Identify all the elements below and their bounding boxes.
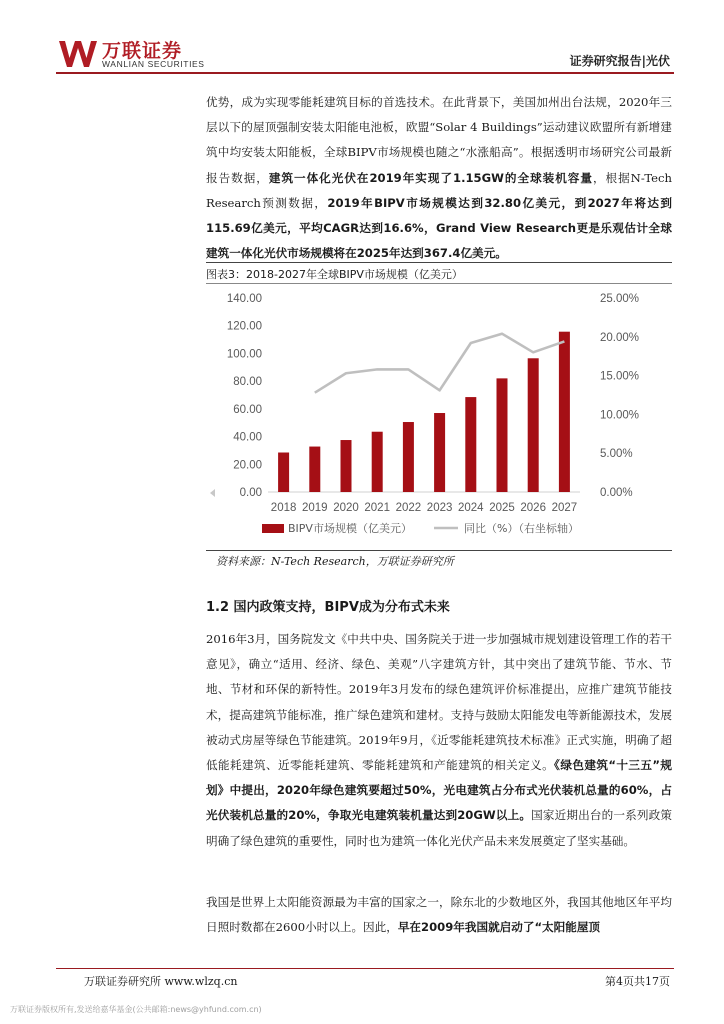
- x-axis-tick-label: 2025: [489, 502, 515, 514]
- footer-divider: [56, 968, 674, 969]
- bar-2022: [403, 422, 414, 492]
- x-axis-tick-label: 2024: [458, 502, 484, 514]
- bar-2019: [309, 447, 320, 492]
- right-axis-tick-label: 25.00%: [600, 293, 640, 305]
- bar-2027: [559, 332, 570, 492]
- bipv-market-chart: [206, 286, 672, 548]
- body-text: 我国是世界上太阳能资源最为丰富的国家之一，除东北的少数地区外，我国其他地区年平均日照时数都在2600小时以上。因此，: [206, 895, 672, 935]
- x-axis-tick-label: 2019: [302, 502, 328, 514]
- left-arrow-icon: [210, 489, 215, 497]
- section-heading: 1.2 国内政策支持，BIPV成为分布式未来: [206, 600, 450, 615]
- bar-2023: [434, 413, 445, 492]
- report-category-label: 证券研究报告|光伏: [569, 54, 670, 68]
- legend-bar-label: BIPV市场规模（亿美元）: [288, 522, 412, 535]
- x-axis-tick-label: 2020: [333, 502, 359, 514]
- body-text: 国家近期出台的一系列政策明确了绿色建筑的重要性，同时也为建筑一体化光伏产品未来发展奠定了坚实基础。: [206, 808, 672, 848]
- figure-title: 图表3：2018-2027年全球BIPV市场规模（亿美元）: [206, 268, 463, 281]
- legend-bar-swatch: [262, 524, 284, 533]
- right-axis-tick-label: 10.00%: [600, 409, 640, 422]
- figure-source: 资料来源：N-Tech Research，万联证券研究所: [216, 555, 454, 568]
- emphasis-text: 2019年BIPV市场规模达到32.80亿美元，到2027年将达到115.69亿美元，平均CAGR达到16.6%，Grand View Research更是乐观估计全球建筑一体化光伏市场规模将在2025年达到367.4亿美元。: [206, 195, 672, 261]
- paragraph-solar-resources: [206, 890, 672, 940]
- page-number: 第4页共17页: [605, 975, 670, 988]
- footer-website: 万联证券研究所 www.wlzq.cn: [84, 975, 238, 988]
- left-axis-tick-label: 100.00: [226, 348, 262, 361]
- x-axis-tick-label: 2027: [551, 502, 578, 514]
- yoy-growth-line: [315, 334, 565, 393]
- logo-english-name: WANLIAN SECURITIES: [102, 59, 205, 69]
- right-axis-tick-label: 5.00%: [600, 448, 633, 461]
- bar-2025: [497, 378, 508, 492]
- left-axis-tick-label: 60.00: [233, 403, 262, 416]
- x-axis-tick-label: 2022: [395, 502, 422, 514]
- emphasis-text: 早在2009年我国就启动了“太阳能屋顶: [397, 920, 601, 935]
- body-text: 优势，成为实现零能耗建筑目标的首选技术。在此背景下，美国加州出台法规，2020年三层以下的屋顶强制安装太阳能电池板，欧盟“Solar 4 Buildings”运动建议欧盟所有新增建筑中均安装太阳能板，全球BIPV市场规模也随之“水涨船高”。根据透明市场研究公司最新报告数据，: [206, 95, 672, 185]
- figure-top-rule: [206, 262, 672, 263]
- bar-2021: [372, 432, 383, 492]
- left-axis-tick-label: 20.00: [233, 459, 262, 472]
- paragraph-bipv-market: [206, 90, 672, 266]
- bar-2026: [528, 358, 539, 492]
- logo-chinese-name: 万联证券: [102, 40, 183, 62]
- right-axis-tick-label: 15.00%: [600, 370, 640, 383]
- x-axis-tick-label: 2026: [520, 502, 546, 514]
- bar-2024: [465, 397, 476, 492]
- copyright-watermark: 万联证券版权所有,发送给嘉华基金(公共邮箱:news@yhfund.com.cn): [10, 1005, 262, 1014]
- emphasis-text: 建筑一体化光伏在2019年实现了1.15GW的全球装机容量: [268, 170, 593, 185]
- figure-title-rule: [206, 283, 672, 284]
- body-text: ，根据N-Tech Research预测数据，: [206, 170, 672, 210]
- left-axis-tick-label: 0.00: [239, 487, 262, 499]
- left-axis-tick-label: 140.00: [226, 293, 262, 305]
- header-divider: [56, 72, 674, 74]
- x-axis-tick-label: 2021: [364, 502, 390, 514]
- figure-bottom-rule: [206, 550, 672, 551]
- x-axis-tick-label: 2018: [270, 502, 297, 514]
- right-axis-tick-label: 20.00%: [600, 331, 640, 344]
- left-axis-tick-label: 40.00: [233, 431, 262, 444]
- paragraph-policy-support: [206, 627, 672, 854]
- x-axis-tick-label: 2023: [426, 502, 453, 514]
- emphasis-text: 《绿色建筑“十三五”规划》中提出，2020年绿色建筑要超过50%，光电建筑占分布式光伏装机总量的60%，占光伏装机总量的20%，争取光电建筑装机量达到20GW以上。: [206, 758, 672, 823]
- legend-line-label: 同比（%）（右坐标轴）: [464, 522, 579, 535]
- right-axis-tick-label: 0.00%: [600, 487, 633, 499]
- bar-2018: [278, 453, 289, 492]
- body-text: 2016年3月，国务院发文《中共中央、国务院关于进一步加强城市规划建设管理工作的若干意见》，确立“适用、经济、绿色、美观”八字建筑方针，其中突出了建筑节能、节水、节地、节材和环保的新特性。2019年3月发布的绿色建筑评价标准提出，应推广建筑节能技术，提高建筑节能标准，推广绿色建筑和建材。支持与鼓励太阳能发电等新能源技术，发展被动式房屋等绿色节能建筑。2019年9月，《近零能耗建筑技术标准》正式实施，明确了超低能耗建筑、近零能耗建筑、零能耗建筑和产能建筑的相关定义。: [206, 632, 672, 773]
- wanlian-logo-icon: [58, 40, 98, 68]
- left-axis-tick-label: 80.00: [233, 376, 262, 389]
- left-axis-tick-label: 120.00: [226, 320, 262, 333]
- bar-2020: [341, 440, 352, 492]
